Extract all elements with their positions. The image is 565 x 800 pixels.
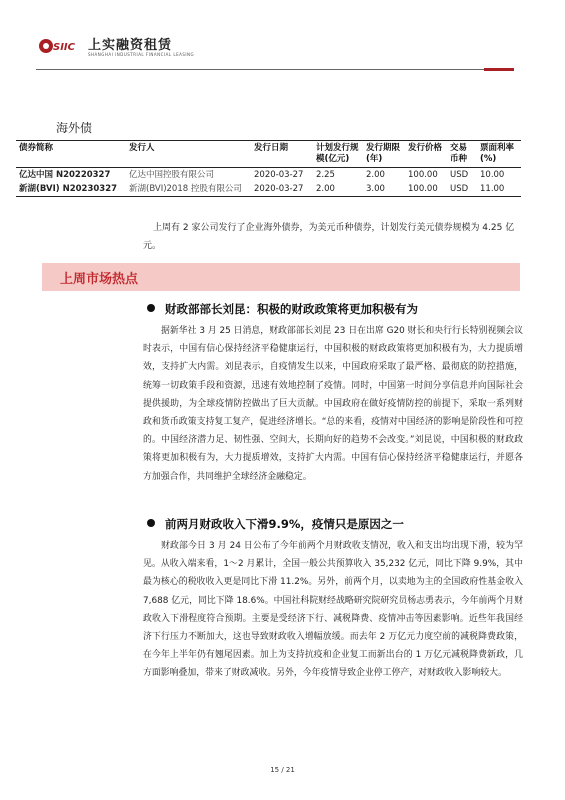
page-header [0,0,565,72]
issue-price: 100.00 [408,170,438,180]
overseas-bonds-table [16,140,521,197]
column-header: 计划发行规模(亿元) [316,143,359,164]
column-header: 发行价格 [408,143,443,153]
page-number: 15 / 21 [270,766,295,774]
table-row [16,182,521,197]
column-header: 债券简称 [19,143,54,153]
issue-date: 2020-03-27 [254,184,304,194]
market-section-title: 上周市场热点 [60,272,139,287]
coupon-rate: 11.00 [480,184,505,194]
news-heading [147,516,404,532]
news-body: 据新华社 3 月 25 日消息，财政部部长刘昆 23 日在出席 G20 财长和央行行长特别视频会议时表示，中国有信心保持经济平稳健康运行，中国积极的财政政策将更加积极有为，大力提质增效，支持扩大内需。刘昆表示，自疫情发生以来，中国政府采取了最严格、最彻底的防控措施，统筹一切政策手段和资源，迅速有效地控制了疫情。同时，中国第一时间分享信息并向国际社会提供援助，为全球疫情防控做出了巨大贡献。中国政府在做好疫情防控的前提下，采取一系列财政和货币政策支持复工复产，促进经济增长。“总的来看，疫情对中国经济的影响是阶段性和可控的。中国经济潜力足、韧性强、空间大，长期向好的趋势不会改变。”刘昆说，中国积极的财政政策将更加积极有为，大力提质增效，支持扩大内需。中国有信心保持经济平稳健康运行，并愿各方加强合作，共同维护全球经济金融稳定。 [143,326,523,482]
column-header: 发行人 [129,143,155,153]
news-heading-text: 财政部部长刘昆：积极的财政政策将更加积极有为 [165,302,418,316]
company-name-en: SHANGHAI INDUSTRIAL FINANCIAL LEASING [88,52,195,57]
bond-issuer: 新湖(BVI)2018 控股有限公司 [129,184,242,194]
column-header: 发行日期 [254,143,289,153]
issue-term: 3.00 [366,184,385,194]
company-name-cn: 上实融资租赁 [88,38,173,53]
overseas-bonds-summary: 上周有 2 家公司发行了企业海外债券，为美元币种债券，计划发行美元债券规模为 4.25 亿元。 [143,223,515,251]
siic-logo-icon [38,38,86,54]
header-accent-bar [484,68,514,71]
currency: USD [450,184,469,194]
issue-term: 2.00 [366,170,385,180]
column-header: 发行期限(年) [366,143,401,164]
coupon-rate: 10.00 [480,170,505,180]
news-heading [147,301,418,317]
bond-name: 亿达中国 N20220327 [19,170,111,180]
table-row [16,168,521,183]
column-header: 票面利率(%) [480,143,515,164]
issue-price: 100.00 [408,184,438,194]
issue-date: 2020-03-27 [254,170,304,180]
bullet-icon [147,304,155,312]
svg-text:SIIC: SIIC [53,42,75,53]
column-header: 交易币种 [450,143,468,164]
currency: USD [450,170,469,180]
overseas-bonds-title: 海外债 [56,121,93,135]
bullet-icon [147,519,155,527]
issue-size: 2.00 [316,184,335,194]
news-heading-text: 前两月财政收入下滑9.9%，疫情只是原因之一 [165,517,404,531]
table-header-row [16,141,521,168]
news-body: 财政部今日 3 月 24 日公布了今年前两个月财政收支情况，收入和支出均出现下滑，较为罕见。从收入端来看，1～2 月累计，全国一般公共预算收入 35,232 亿元，同比下降 9.9%，其中最为核心的税收收入更是同比下滑 11.2%。另外，前两个月，以卖地为主的全国政府性基金收入 7,688 亿元，同比下降 18.6%。中国社科院财经战略研究院研究员杨志勇表示，今年前两个月财政收入下滑程度符合预期。主要是受经济下行、减税降费、疫情冲击等因素影响。近些年我国经济下行压力不断加大，这也导致财政收入增幅放缓。而去年 2 万亿元力度空前的减税降费政策，在今年上半年仍有翘尾因素。加上为支持抗疫和企业复工而新出台的 1 万亿元减税降费新政，几方面影响叠加，带来了财政减收。另外，今年疫情导致企业停工停产，对财政收入影响较大。 [143,541,523,679]
bond-issuer: 亿达中国控股有限公司 [129,170,215,180]
header-divider [36,69,514,70]
issue-size: 2.25 [316,170,335,180]
bond-name: 新湖(BVI) N20230327 [19,184,118,194]
